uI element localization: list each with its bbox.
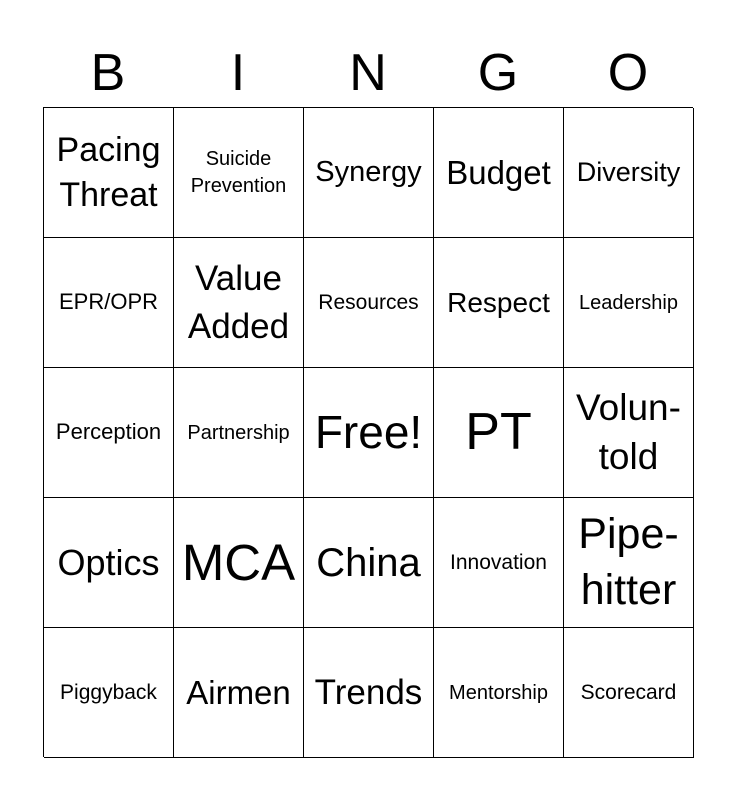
bingo-cell[interactable] bbox=[174, 108, 304, 238]
bingo-cell[interactable] bbox=[434, 498, 564, 628]
bingo-cell-text: Suicide Prevention bbox=[190, 147, 287, 197]
bingo-cell-text: EPR/OPR bbox=[58, 289, 159, 315]
bingo-cell-text: Respect bbox=[447, 286, 550, 318]
bingo-cell[interactable] bbox=[434, 238, 564, 368]
header-letter: G bbox=[477, 44, 519, 102]
bingo-cell[interactable] bbox=[434, 628, 564, 758]
bingo-cell-text: Free! bbox=[314, 405, 423, 458]
bingo-cell[interactable] bbox=[304, 368, 434, 498]
bingo-cell[interactable] bbox=[44, 498, 174, 628]
bingo-cell-text: Synergy bbox=[315, 156, 422, 189]
header-letter: O bbox=[607, 44, 649, 102]
bingo-cell[interactable] bbox=[174, 628, 304, 758]
bingo-cell-text: Airmen bbox=[186, 673, 291, 711]
bingo-cell-text: Piggyback bbox=[60, 680, 157, 704]
bingo-cell[interactable] bbox=[304, 108, 434, 238]
bingo-cell[interactable] bbox=[174, 498, 304, 628]
bingo-cell[interactable] bbox=[174, 368, 304, 498]
bingo-cell[interactable] bbox=[304, 628, 434, 758]
bingo-cell[interactable] bbox=[564, 368, 694, 498]
bingo-cell-text: Volun- told bbox=[576, 387, 681, 477]
bingo-cell-text: Optics bbox=[57, 541, 160, 583]
bingo-board bbox=[43, 107, 693, 757]
bingo-cell[interactable] bbox=[44, 238, 174, 368]
bingo-cell-text: Mentorship bbox=[449, 681, 548, 704]
bingo-cell[interactable] bbox=[564, 498, 694, 628]
bingo-cell-text: MCA bbox=[181, 533, 296, 591]
bingo-cell[interactable] bbox=[44, 108, 174, 238]
bingo-cell-text: China bbox=[316, 540, 421, 585]
bingo-cell-text: Perception bbox=[55, 419, 162, 445]
bingo-cell[interactable] bbox=[564, 628, 694, 758]
bingo-cell-text: Partnership bbox=[187, 421, 290, 444]
bingo-cell-text: Diversity bbox=[576, 157, 681, 188]
header-letter: I bbox=[230, 44, 246, 102]
header-letter: N bbox=[349, 44, 387, 102]
bingo-cell-text: Resources bbox=[318, 290, 419, 314]
bingo-cell[interactable] bbox=[434, 368, 564, 498]
bingo-header bbox=[43, 40, 693, 106]
bingo-cell[interactable] bbox=[564, 108, 694, 238]
bingo-cell[interactable] bbox=[434, 108, 564, 238]
bingo-cell-text: Pacing Threat bbox=[56, 131, 161, 214]
bingo-cell[interactable] bbox=[44, 628, 174, 758]
bingo-cell[interactable] bbox=[44, 368, 174, 498]
bingo-cell-text: Innovation bbox=[450, 550, 547, 574]
bingo-cell-text: PT bbox=[465, 403, 532, 462]
header-letter: B bbox=[90, 44, 126, 102]
bingo-cell-text: Trends bbox=[314, 672, 423, 712]
bingo-cell[interactable] bbox=[304, 238, 434, 368]
bingo-cell[interactable] bbox=[564, 238, 694, 368]
bingo-cell[interactable] bbox=[174, 238, 304, 368]
bingo-cell[interactable] bbox=[304, 498, 434, 628]
bingo-cell-text: Scorecard bbox=[580, 680, 677, 704]
bingo-cell-text: Leadership bbox=[579, 291, 678, 314]
bingo-cell-text: Value Added bbox=[187, 259, 290, 346]
bingo-cell-text: Budget bbox=[446, 153, 551, 191]
bingo-cell-text: Pipe- hitter bbox=[578, 509, 679, 614]
